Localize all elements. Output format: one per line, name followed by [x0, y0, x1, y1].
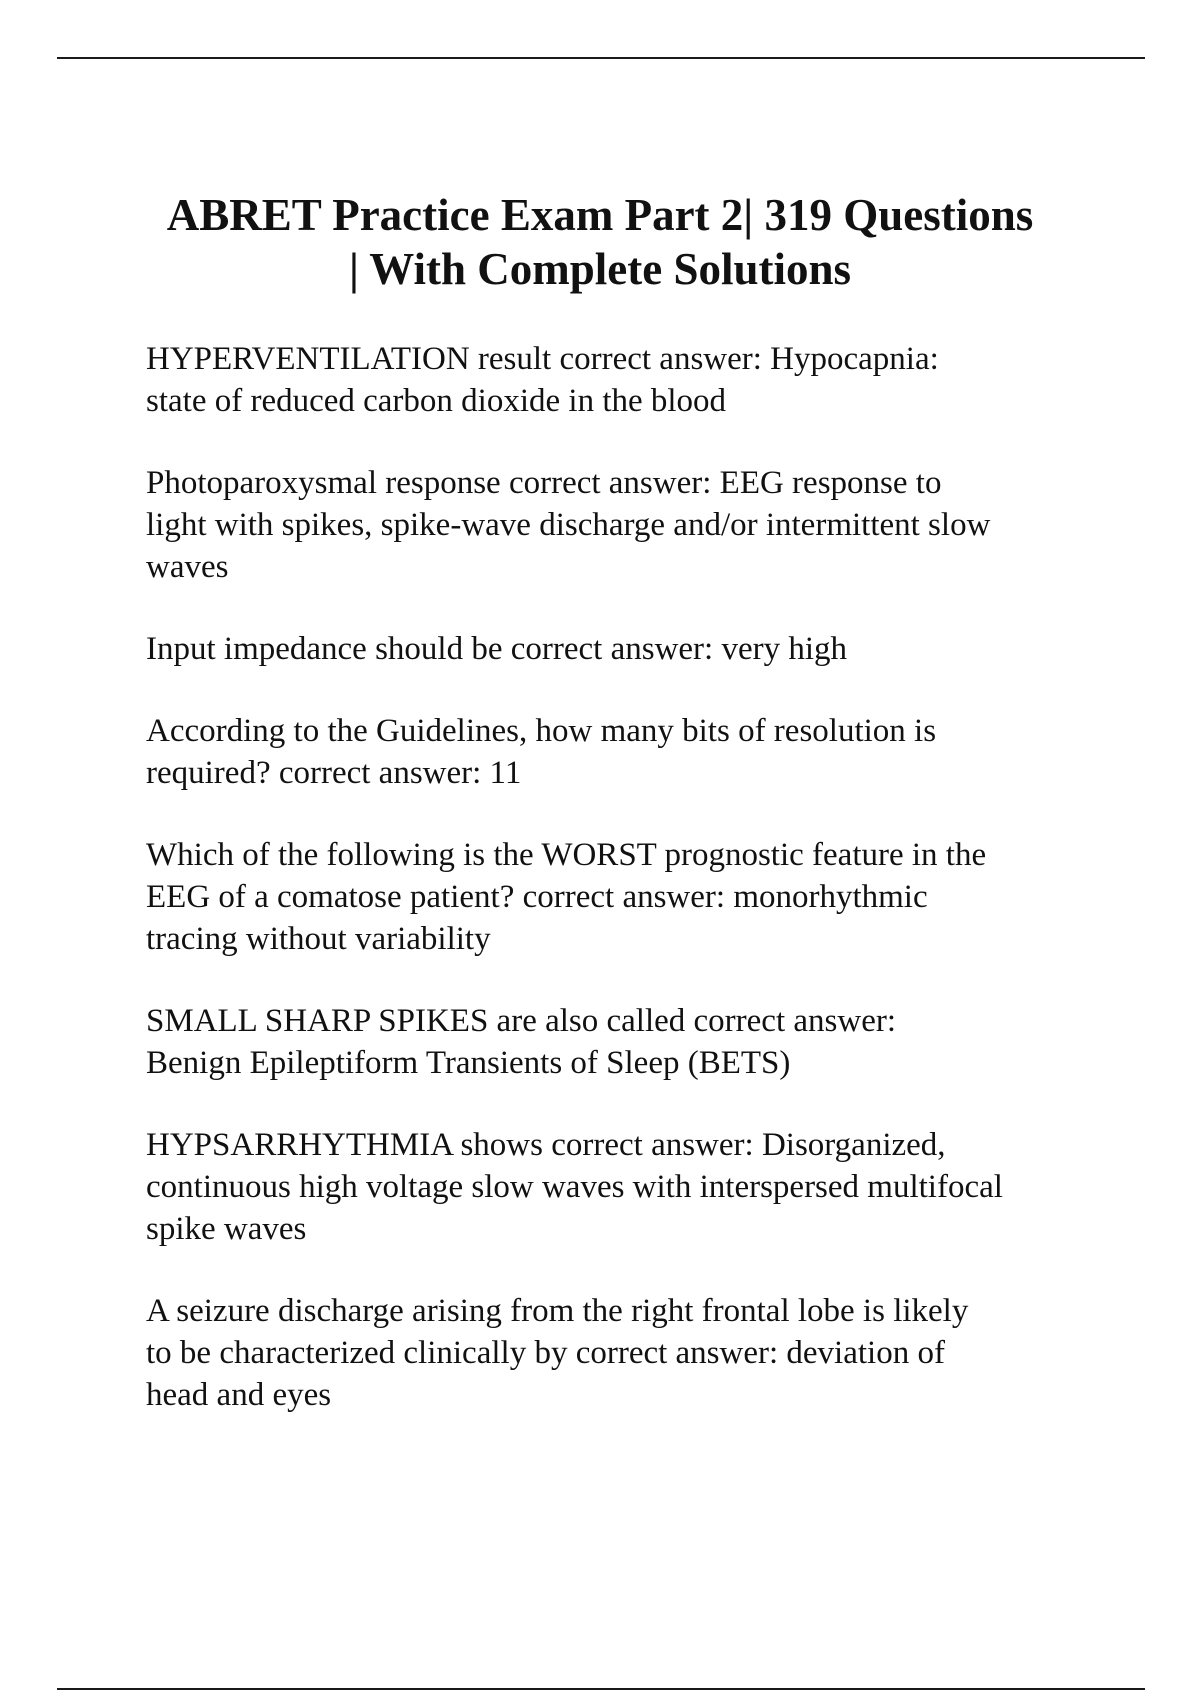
qa-item: [146, 462, 1106, 588]
qa-line: tracing without variability: [146, 921, 491, 957]
qa-line: HYPERVENTILATION result correct answer: Hypocapnia:: [146, 341, 939, 377]
title-line: | With Complete Solutions: [348, 244, 852, 294]
qa-line: state of reduced carbon dioxide in the blood: [146, 383, 727, 419]
document-title: [120, 188, 1080, 296]
qa-line: to be characterized clinically by correct answer: deviation of: [146, 1335, 945, 1371]
qa-item: [146, 1124, 1106, 1250]
qa-line: SMALL SHARP SPIKES are also called correct answer:: [146, 1003, 896, 1039]
qa-line: EEG of a comatose patient? correct answer: monorhythmic: [146, 879, 928, 915]
qa-line: Input impedance should be correct answer: very high: [146, 631, 848, 667]
qa-line: Photoparoxysmal response correct answer: EEG response to: [146, 465, 942, 501]
qa-line: light with spikes, spike-wave discharge and/or intermittent slow: [146, 507, 991, 543]
header-rule: [57, 57, 1145, 59]
qa-line: waves: [146, 549, 229, 585]
qa-item: [146, 834, 1106, 960]
footer-rule: [57, 1688, 1145, 1690]
qa-item: [146, 1000, 1106, 1084]
qa-line: required? correct answer: 11: [146, 755, 522, 791]
qa-item: [146, 710, 1106, 794]
qa-line: A seizure discharge arising from the right frontal lobe is likely: [146, 1293, 969, 1329]
qa-item: [146, 628, 1106, 670]
qa-line: continuous high voltage slow waves with interspersed multifocal: [146, 1169, 1003, 1205]
qa-line: Benign Epileptiform Transients of Sleep (BETS): [146, 1045, 791, 1081]
qa-line: Which of the following is the WORST prognostic feature in the: [146, 837, 987, 873]
qa-item: [146, 338, 1106, 422]
question-answer-list: [146, 338, 1106, 1456]
title-line: ABRET Practice Exam Part 2| 319 Questions: [166, 190, 1034, 240]
qa-line: HYPSARRHYTHMIA shows correct answer: Disorganized,: [146, 1127, 946, 1163]
qa-line: head and eyes: [146, 1377, 332, 1413]
qa-line: According to the Guidelines, how many bits of resolution is: [146, 713, 937, 749]
qa-item: [146, 1290, 1106, 1416]
qa-line: spike waves: [146, 1211, 307, 1247]
